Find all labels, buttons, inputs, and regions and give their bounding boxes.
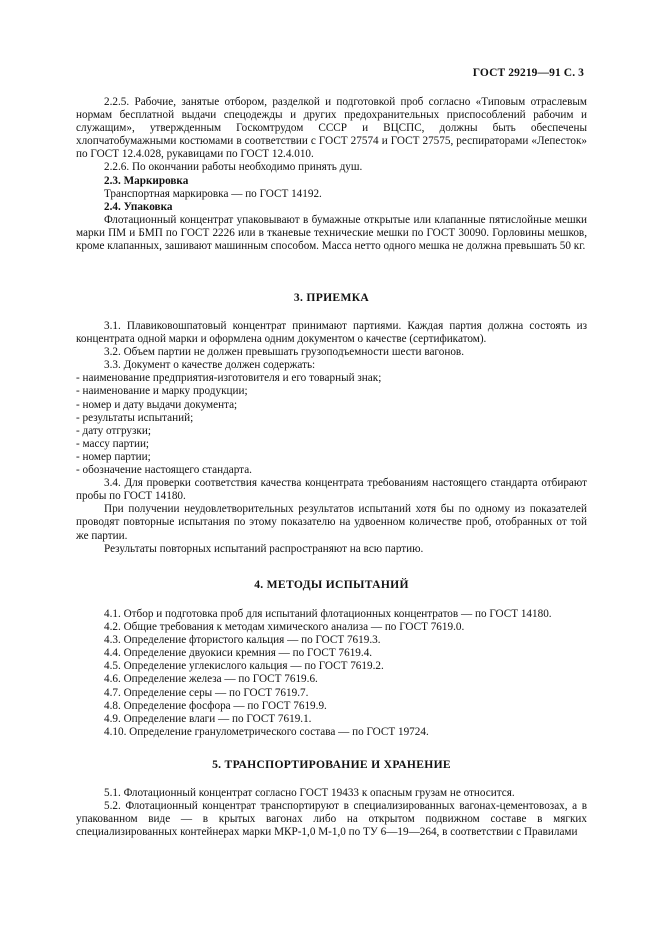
list-item: 4.7. Определение серы — по ГОСТ 7619.7. <box>104 686 309 699</box>
list-item: 4.4. Определение двуокиси кремния — по ГОСТ 7619.4. <box>104 647 373 660</box>
list-item: 4.5. Определение углекислого кальция — по ГОСТ 7619.2. <box>104 660 384 673</box>
paragraph-retest-result: Результаты повторных испытаний распространяют на всю партию. <box>104 542 424 555</box>
list-item: 4.2. Общие требования к методам химического анализа — по ГОСТ 7619.0. <box>104 621 465 634</box>
list-item: - обозначение настоящего стандарта. <box>76 464 252 477</box>
section-5-title: 5. ТРАНСПОРТИРОВАНИЕ И ХРАНЕНИЕ <box>212 758 451 771</box>
list-item: - номер партии; <box>76 450 151 463</box>
list-item: 4.9. Определение влаги — по ГОСТ 7619.1. <box>104 712 312 725</box>
section-2-continued <box>76 96 587 253</box>
list-item: - наименование предприятия-изготовителя и его товарный знак; <box>76 372 382 385</box>
page-header: ГОСТ 29219—91 С. 3 <box>472 67 584 79</box>
section-5-body <box>76 787 587 839</box>
section-3-title: 3. ПРИЕМКА <box>293 291 370 304</box>
section-3-body <box>76 320 587 556</box>
paragraph-retest: При получении неудовлетворительных результатов испытаний хотя бы по одному из показателей проводят повторные испытания по этому показателю на удвоенном количестве проб, отобранных от той же партии. <box>76 503 587 542</box>
paragraph-3-4: 3.4. Для проверки соответствия качества концентрата требованиям настоящего стандарта отбирают пробы по ГОСТ 14180. <box>76 477 587 503</box>
list-item: 4.10. Определение гранулометрического состава — по ГОСТ 19724. <box>104 725 429 738</box>
heading-2-4: 2.4. Упаковка <box>104 200 173 213</box>
paragraph-5-1: 5.1. Флотационный концентрат согласно ГОСТ 19433 к опасным грузам не относится. <box>104 787 515 799</box>
paragraph-2-4: Флотационный концентрат упаковывают в бумажные открытые или клапанные пятислойные мешки марки ПМ и БМП по ГОСТ 2226 или в тканевые технические мешки по ГОСТ 30090. Горловины мешков, кроме клапанных, зашивают машинным способом. Масса нетто одного мешка не должна превышать 50 кг. <box>76 213 587 253</box>
paragraph-3-3: 3.3. Документ о качестве должен содержать: <box>104 359 316 372</box>
document-contents-list <box>76 372 587 477</box>
list-item: - результаты испытаний; <box>76 411 194 424</box>
paragraph-2-2-6: 2.2.6. По окончании работы необходимо принять душ. <box>104 161 363 174</box>
list-item: 4.1. Отбор и подготовка проб для испытаний флотационных концентратов — по ГОСТ 14180. <box>104 608 552 620</box>
list-item: - наименование и марку продукции; <box>76 385 248 398</box>
list-item: - номер и дату выдачи документа; <box>76 398 238 411</box>
section-4-title: 4. МЕТОДЫ ИСПЫТАНИЙ <box>254 578 409 591</box>
list-item: - массу партии; <box>76 437 150 450</box>
list-item: 4.8. Определение фосфора — по ГОСТ 7619.9. <box>104 699 327 712</box>
section-4-body <box>76 608 587 739</box>
paragraph-2-2-5: 2.2.5. Рабочие, занятые отбором, разделкой и подготовкой проб согласно «Типовым отраслевым нормам бесплатной выдачи спецодежды и других предохранительных приспособлений рабочим и служащим», утвержденным Госкомтрудом СССР и ВЦСПС, должны быть обеспечены хлопчатобумажными костюмами в соответствии с ГОСТ 27574 и ГОСТ 27575, респираторами «Лепесток» по ГОСТ 12.4.028, рукавицами по ГОСТ 12.4.010. <box>76 96 587 161</box>
list-item: 4.3. Определение фтористого кальция — по ГОСТ 7619.3. <box>104 634 381 647</box>
paragraph-3-1: 3.1. Плавиковошпатовый концентрат принимают партиями. Каждая партия должна состоять из концентрата одной марки и оформлена одним документом о качестве (сертификатом). <box>76 320 587 346</box>
paragraph-2-3: Транспортная маркировка — по ГОСТ 14192. <box>104 187 322 200</box>
list-item: - дату отгрузки; <box>76 424 151 437</box>
heading-2-3: 2.3. Маркировка <box>104 174 189 187</box>
paragraph-3-2: 3.2. Объем партии не должен превышать грузоподъемности шести вагонов. <box>104 346 464 359</box>
paragraph-5-2: 5.2. Флотационный концентрат транспортируют в специализированных вагонах-цементовозах, а в упакованном виде — в крытых вагонах либо на открытом подвижном составе в мягких специализированных контейнерах марки МКР-1,0 М-1,0 по ТУ 6—19—264, в соответствии с Правилами <box>76 800 587 839</box>
list-item: 4.6. Определение железа — по ГОСТ 7619.6. <box>104 673 318 686</box>
